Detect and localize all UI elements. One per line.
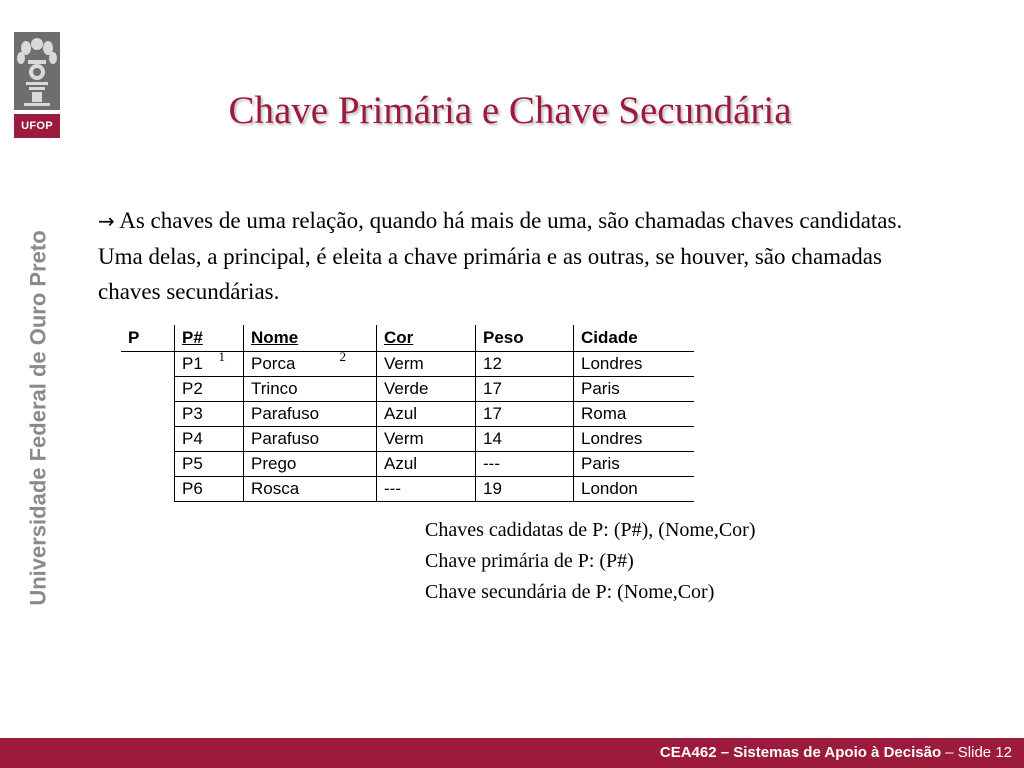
marker-2: 2: [339, 349, 346, 364]
relation-spacer: [121, 402, 175, 427]
table-row: [121, 352, 694, 377]
table-cell: Azul: [377, 402, 476, 427]
table-cell: 14: [476, 427, 574, 452]
column-header: Peso: [476, 325, 574, 352]
ufop-logo: [14, 32, 60, 138]
table-cell: Paris: [574, 452, 695, 477]
header-text: Nome: [251, 328, 299, 347]
table-cell: Azul: [377, 452, 476, 477]
table-cell: [244, 349, 377, 377]
table-cell: Prego: [244, 452, 377, 477]
candidate-keys-line: Chaves cadidatas de P: (P#), (Nome,Cor): [425, 519, 756, 541]
table-header-row: [121, 325, 694, 352]
secondary-key-line: Chave secundária de P: (Nome,Cor): [425, 581, 715, 603]
marker-1: 1: [218, 349, 225, 364]
arrow-right-icon: →: [98, 209, 115, 233]
table-cell: ---: [476, 452, 574, 477]
cell-text: Porca: [251, 354, 296, 373]
relation-spacer: [121, 452, 175, 477]
table-cell: 17: [476, 377, 574, 402]
column-header: [377, 325, 476, 352]
keys-summary: [425, 515, 755, 608]
relation-table: [121, 325, 694, 502]
slide-paragraph: [98, 203, 948, 309]
ufop-label: UFOP: [14, 114, 60, 138]
relation-name: P: [121, 325, 175, 352]
university-name-vertical: [22, 175, 56, 660]
table-cell: P3: [175, 402, 244, 427]
table-cell: P5: [175, 452, 244, 477]
table-cell: [175, 349, 244, 377]
table-cell: Trinco: [244, 377, 377, 402]
relation-spacer: [121, 427, 175, 452]
relation-spacer: [121, 377, 175, 402]
table-row: [121, 377, 694, 402]
table-cell: Rosca: [244, 477, 377, 502]
university-name-text: Universidade Federal de Ouro Preto: [26, 229, 51, 606]
table-cell: ---: [377, 477, 476, 502]
ufop-emblem-icon: [14, 32, 60, 110]
table-cell: 12: [476, 352, 574, 377]
table-cell: Verde: [377, 377, 476, 402]
table-cell: 19: [476, 477, 574, 502]
column-header: [175, 325, 244, 352]
relation-spacer: [121, 352, 175, 377]
table-cell: P4: [175, 427, 244, 452]
footer-course: CEA462 – Sistemas de Apoio à Decisão: [659, 744, 942, 761]
paragraph-text: As chaves de uma relação, quando há mais de uma, são chamadas chaves candidatas. Uma delas, a principal, é eleita a chave primária e as outras, se houver, são chamadas chaves secundárias.: [98, 208, 903, 304]
footer-text: [660, 744, 1012, 761]
footer-slide-number: – Slide 12: [945, 744, 1012, 761]
header-text: Cor: [384, 328, 414, 347]
table-cell: Londres: [574, 352, 695, 377]
table-row: [121, 402, 694, 427]
relation-spacer: [121, 477, 175, 502]
header-text: P#: [182, 328, 203, 347]
table-row: [121, 427, 694, 452]
table-row: [121, 452, 694, 477]
table-cell: Parafuso: [244, 402, 377, 427]
cell-text: P1: [182, 354, 203, 373]
table-cell: London: [574, 477, 695, 502]
table-cell: Verm: [377, 352, 476, 377]
column-header: Cidade: [574, 325, 695, 352]
table-cell: Roma: [574, 402, 695, 427]
slide-title: Chave Primária e Chave Secundária: [228, 89, 792, 132]
column-header: [244, 325, 377, 352]
table-cell: P6: [175, 477, 244, 502]
table-cell: Londres: [574, 427, 695, 452]
table-cell: 17: [476, 402, 574, 427]
footer-bar: [0, 738, 1024, 768]
table-row: [121, 477, 694, 502]
table-cell: Parafuso: [244, 427, 377, 452]
primary-key-line: Chave primária de P: (P#): [425, 550, 634, 572]
table-cell: P2: [175, 377, 244, 402]
table-cell: Paris: [574, 377, 695, 402]
table-cell: Verm: [377, 427, 476, 452]
